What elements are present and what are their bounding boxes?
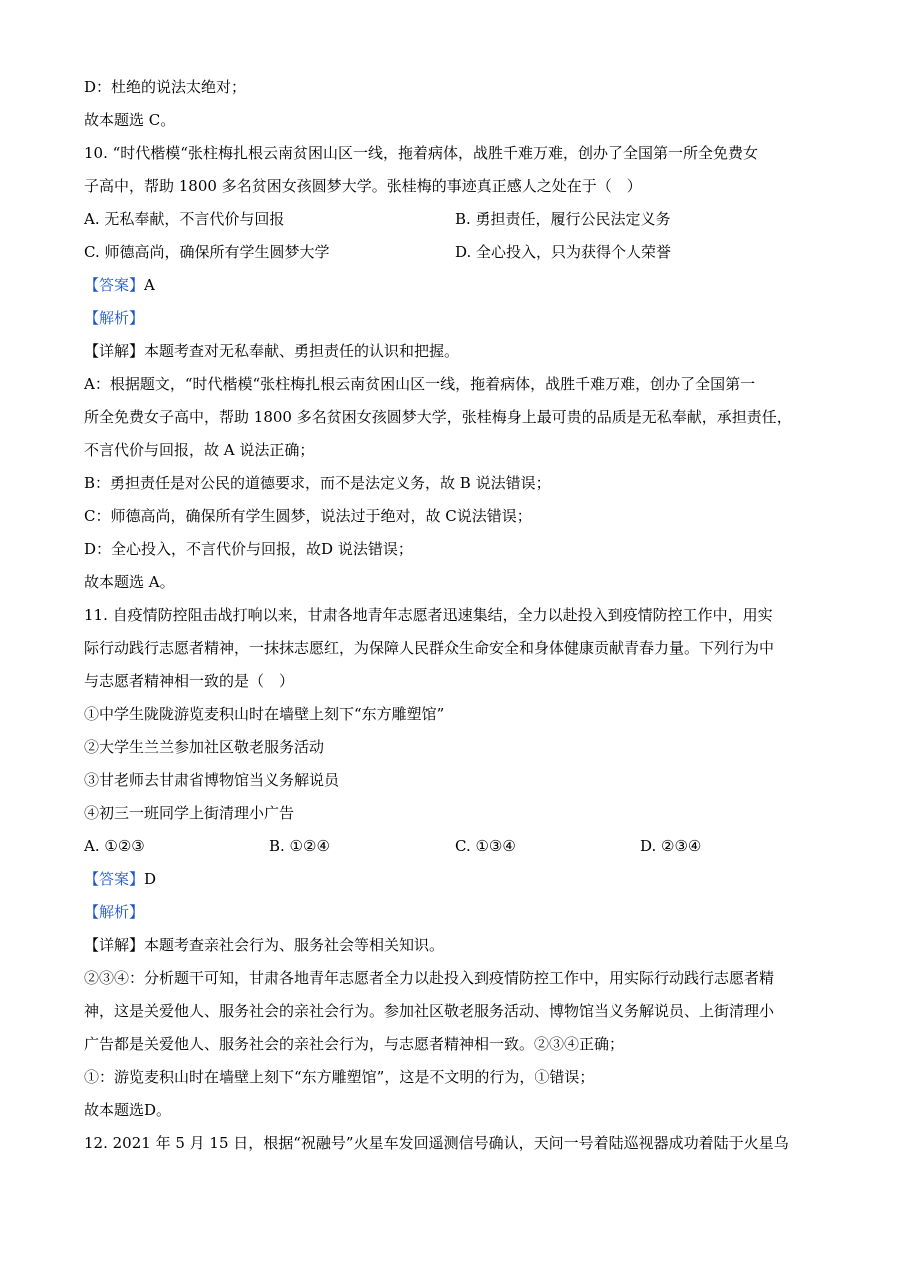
q10-stem-line-1: 10. “时代楷模“张柱梅扎根云南贫困山区一线，拖着病体，战胜千难万难，创办了全国第一所全免费女 xyxy=(84,144,758,162)
detail-text: 本题考查亲社会行为、服务社会等相关知识。 xyxy=(144,936,445,954)
q11-options-row xyxy=(84,835,839,857)
q10-explain-d: D：全心投入，不言代价与回报，故D 说法错误； xyxy=(84,540,413,558)
q11-explain-line-3: 广告都是关爱他人、服务社会的亲社会行为，与志愿者精神相一致。②③④正确； xyxy=(84,1035,625,1053)
q12-stem-line-1: 12. 2021 年 5 月 15 日，根据“祝融号”火星车发回遥测信号确认，天问一号着陆巡视器成功着陆于火星乌 xyxy=(84,1134,789,1152)
q11-option-c: C. ①③④ xyxy=(455,837,516,855)
q10-explain-a-line-3: 不言代价与回报，故 A 说法正确； xyxy=(84,441,315,459)
q9-conclusion: 故本题选 C。 xyxy=(84,111,176,129)
q10-conclusion: 故本题选 A。 xyxy=(84,573,175,591)
answer-value: D xyxy=(144,870,157,888)
q10-detail xyxy=(84,340,839,362)
q11-option-a: A. ①②③ xyxy=(84,837,145,855)
q11-item-3: ③甘老师去甘肃省博物馆当义务解说员 xyxy=(84,771,340,789)
q10-explain-b: B：勇担责任是对公民的道德要求，而不是法定义务，故 B 说法错误； xyxy=(84,474,551,492)
q10-explain-a-line-2: 所全免费女子高中，帮助 1800 多名贫困女孩圆梦大学，张桂梅身上最可贵的品质是无私奉献，承担责任， xyxy=(84,408,792,426)
analysis-tag: 【解析】 xyxy=(84,309,145,327)
q11-stem-line-3: 与志愿者精神相一致的是（ ） xyxy=(84,672,295,690)
detail-tag: 【详解】 xyxy=(84,936,145,954)
q10-option-c: C. 师德高尚，确保所有学生圆梦大学 xyxy=(84,243,330,261)
q11-explain-line-1: ②③④：分析题干可知，甘肃各地青年志愿者全力以赴投入到疫情防控工作中，用实际行动践行志愿者精 xyxy=(84,969,775,987)
answer-value: A xyxy=(144,276,155,294)
q10-option-d: D. 全心投入，只为获得个人荣誉 xyxy=(455,243,672,261)
answer-tag: 【答案】 xyxy=(84,276,145,294)
q10-stem-line-2: 子高中，帮助 1800 多名贫困女孩圆梦大学。张桂梅的事迹真正感人之处在于（ ） xyxy=(84,177,642,195)
answer-tag: 【答案】 xyxy=(84,870,145,888)
q10-explain-a-line-1: A：根据题文，“时代楷模“张柱梅扎根云南贫困山区一线，拖着病体，战胜千难万难，创办了全国第一 xyxy=(84,375,756,393)
q10-option-b: B. 勇担责任，履行公民法定义务 xyxy=(455,210,671,228)
q11-explain-line-2: 神，这是关爱他人、服务社会的亲社会行为。参加社区敬老服务活动、博物馆当义务解说员、上街清理小 xyxy=(84,1002,775,1020)
q11-item-4: ④初三一班同学上街清理小广告 xyxy=(84,804,295,822)
q11-detail xyxy=(84,934,839,956)
q11-item-1: ①中学生陇陇游览麦积山时在墙壁上刻下“东方雕塑馆” xyxy=(84,705,445,723)
q11-conclusion: 故本题选D。 xyxy=(84,1101,172,1119)
detail-text: 本题考查对无私奉献、勇担责任的认识和把握。 xyxy=(144,342,460,360)
q11-option-d: D. ②③④ xyxy=(640,837,702,855)
q11-analysis xyxy=(84,901,839,923)
q10-option-a: A. 无私奉献，不言代价与回报 xyxy=(84,210,285,228)
analysis-tag: 【解析】 xyxy=(84,903,145,921)
q11-explain-line-4: ①：游览麦积山时在墙壁上刻下“东方雕塑馆”，这是不文明的行为，①错误； xyxy=(84,1068,595,1086)
q10-answer xyxy=(84,274,839,296)
q10-explain-c: C：师德高尚，确保所有学生圆梦，说法过于绝对，故 C说法错误； xyxy=(84,507,532,525)
q11-answer xyxy=(84,868,839,890)
detail-tag: 【详解】 xyxy=(84,342,145,360)
q11-item-2: ②大学生兰兰参加社区敬老服务活动 xyxy=(84,738,325,756)
q10-analysis xyxy=(84,307,839,329)
q11-stem-line-2: 际行动践行志愿者精神，一抹抹志愿红，为保障人民群众生命安全和身体健康贡献青春力量。下列行为中 xyxy=(84,639,775,657)
q9-option-d-explanation: D：杜绝的说法太绝对； xyxy=(84,78,247,96)
q10-options-row-2 xyxy=(84,241,839,263)
q11-option-b: B. ①②④ xyxy=(269,837,330,855)
q11-stem-line-1: 11. 自疫情防控阻击战打响以来，甘肃各地青年志愿者迅速集结，全力以赴投入到疫情防控工作中，用实 xyxy=(84,606,773,624)
q10-options-row-1 xyxy=(84,208,839,230)
